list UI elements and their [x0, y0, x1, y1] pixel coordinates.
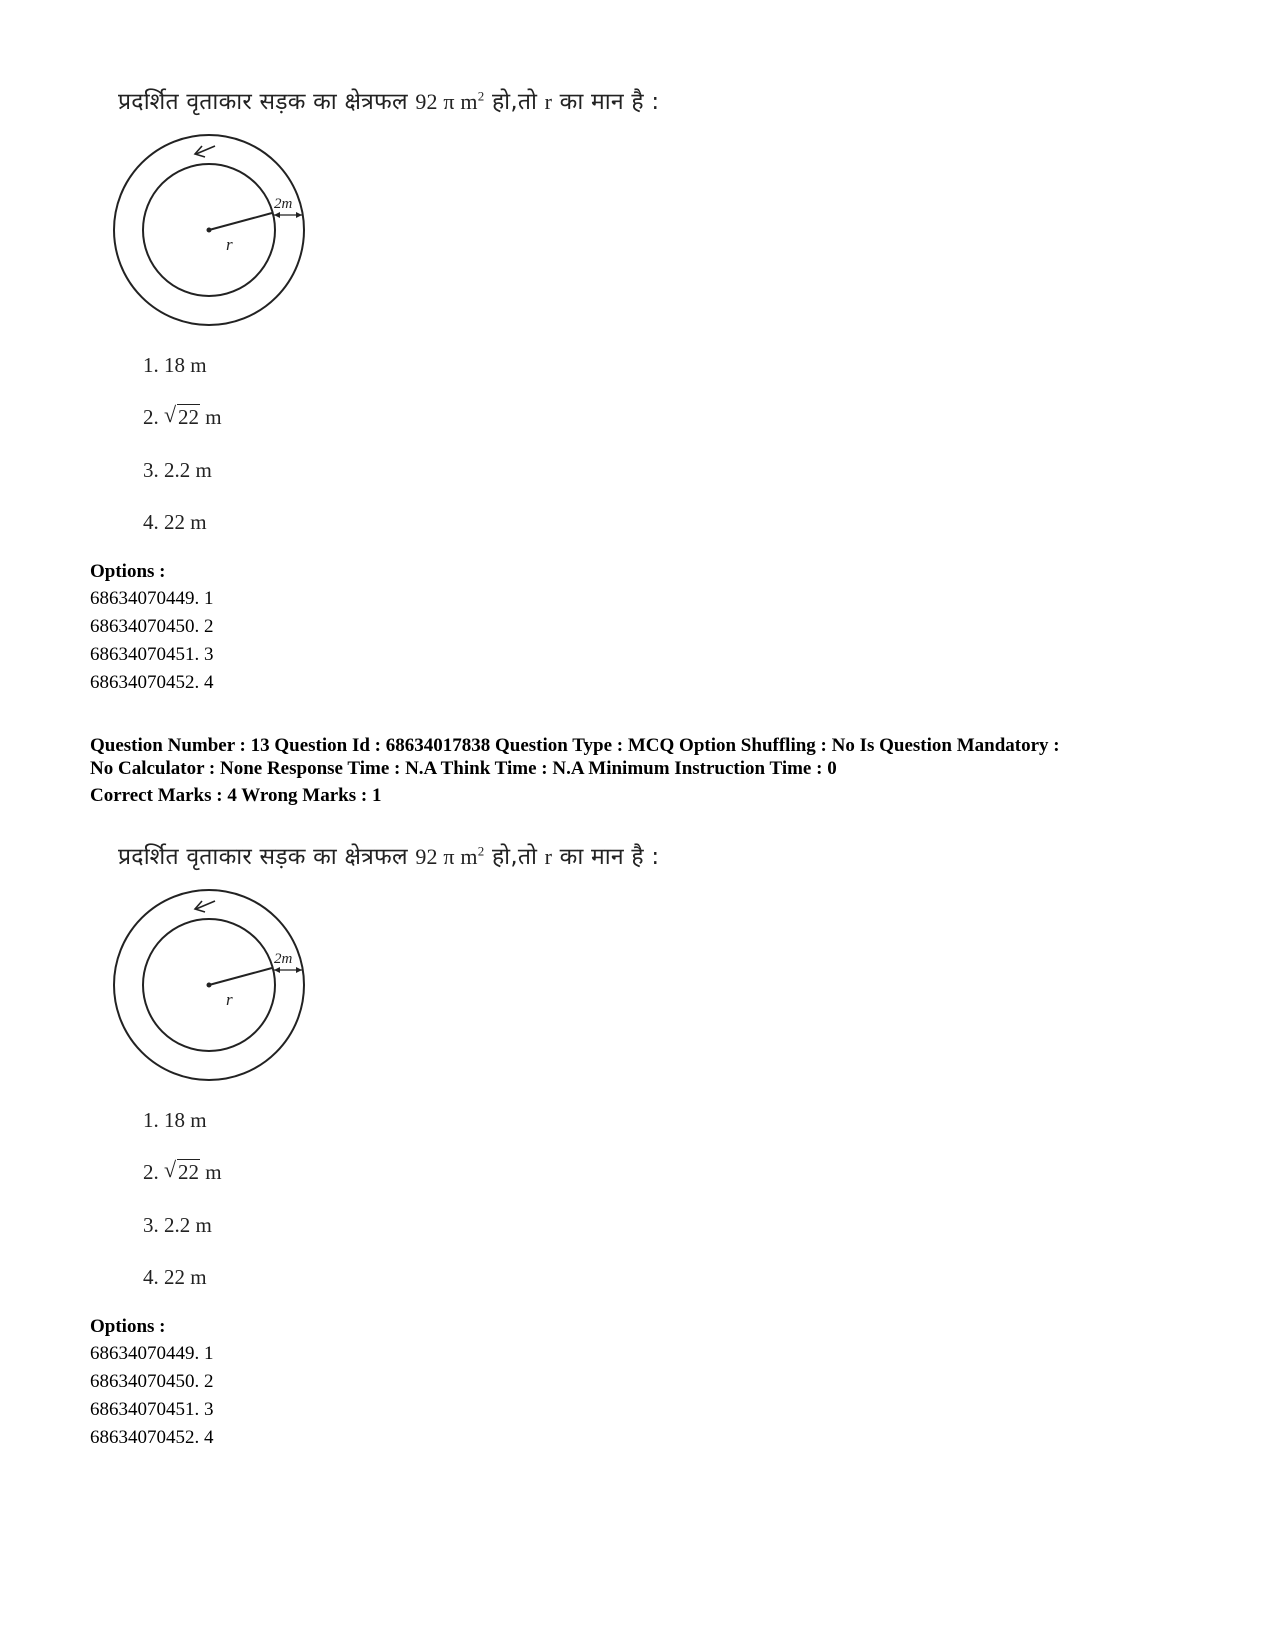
option-line: 68634070450. 2 — [90, 616, 214, 637]
option-line: 68634070452. 4 — [90, 672, 214, 693]
options-heading: Options : — [90, 561, 166, 582]
option-line: 68634070450. 2 — [90, 1371, 214, 1392]
width-arrow-head-right — [296, 212, 302, 218]
choice-2: 2. √ 22 m — [143, 1157, 222, 1184]
choice-1: 1. 18 m — [143, 353, 207, 377]
width-arrow-head-right — [296, 967, 302, 973]
option-line: 68634070452. 4 — [90, 1427, 214, 1448]
radical-icon: √ — [164, 1157, 177, 1182]
question-marks-line: Correct Marks : 4 Wrong Marks : 1 — [90, 785, 382, 806]
radius-line — [209, 968, 272, 985]
stem-suffix-a: हो,तो — [491, 844, 538, 870]
stem-exponent: 2 — [477, 88, 485, 104]
choice-3: 3. 2.2 m — [143, 1213, 212, 1237]
radius-line — [209, 213, 272, 230]
width-label: 2m — [274, 196, 293, 212]
choice-2: 2. √ 22 m — [143, 402, 222, 429]
option-line: 68634070449. 1 — [90, 1343, 214, 1364]
radius-label: r — [226, 990, 233, 1009]
width-arrow-head-left — [274, 967, 280, 973]
option-line: 68634070451. 3 — [90, 1399, 214, 1420]
center-dot — [207, 228, 212, 233]
choice-4: 4. 22 m — [143, 510, 207, 534]
stem-value: 92 π m — [415, 844, 478, 869]
option-line: 68634070449. 1 — [90, 588, 214, 609]
question-stem — [118, 839, 659, 871]
circular-road-figure — [112, 132, 312, 332]
stem-variable: r — [544, 844, 553, 869]
stem-suffix-a: हो,तो — [491, 89, 538, 115]
radical-icon: √ — [164, 402, 177, 427]
width-label: 2m — [274, 951, 293, 967]
stem-prefix: प्रदर्शित वृताकार सड़क का क्षेत्रफल — [118, 844, 408, 870]
choice-3: 3. 2.2 m — [143, 458, 212, 482]
width-arrow-head-left — [274, 212, 280, 218]
stem-suffix-b: का मान है : — [559, 844, 660, 870]
circular-road-figure — [112, 887, 312, 1087]
stem-exponent: 2 — [477, 843, 485, 859]
square-root: √ 22 — [164, 1157, 199, 1184]
options-heading: Options : — [90, 1316, 166, 1337]
stem-suffix-b: का मान है : — [559, 89, 660, 115]
choice-4: 4. 22 m — [143, 1265, 207, 1289]
choice-1: 1. 18 m — [143, 1108, 207, 1132]
center-dot — [207, 983, 212, 988]
option-line: 68634070451. 3 — [90, 644, 214, 665]
question-stem — [118, 84, 659, 116]
stem-variable: r — [544, 89, 553, 114]
radius-label: r — [226, 235, 233, 254]
question-meta-line-1: Question Number : 13 Question Id : 68634017838 Question Type : MCQ Option Shuffling : No Is Question Mandatory : — [90, 735, 1060, 756]
stem-value: 92 π m — [415, 89, 478, 114]
question-meta-line-2: No Calculator : None Response Time : N.A Think Time : N.A Minimum Instruction Time : 0 — [90, 758, 837, 779]
square-root: √ 22 — [164, 402, 199, 429]
stem-prefix: प्रदर्शित वृताकार सड़क का क्षेत्रफल — [118, 89, 408, 115]
